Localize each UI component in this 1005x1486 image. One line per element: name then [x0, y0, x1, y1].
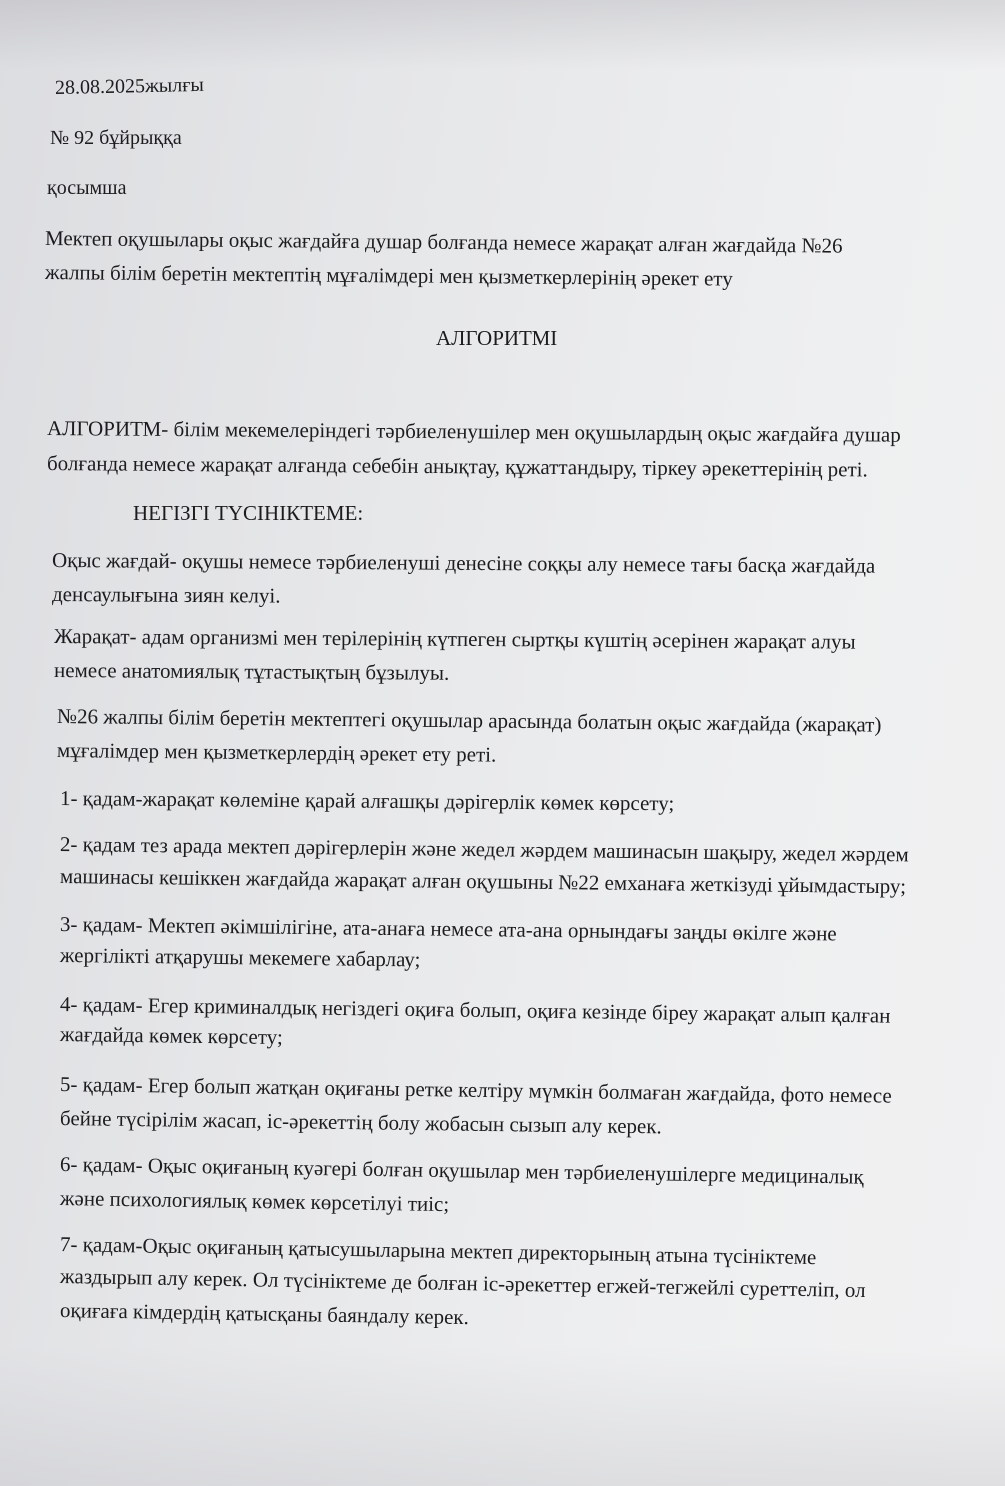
step-7-line: 7- қадам-Оқыс оқиғаның қатысушыларына мектеп директорының атына түсініктеме [59, 1232, 817, 1270]
step-5-line: 5- қадам- Егер болып жатқан оқиғаны ретке келтіру мүмкін болмаған жағдайда, фото немесе [59, 1072, 892, 1108]
step-2-line: машинасы кешіккен жағдайда жарақат алған оқушыны №22 емханаға жеткізуді ұйымдастыру; [59, 864, 907, 899]
appendix-label: қосымша [47, 177, 127, 199]
step-6-line: және психологиялық көмек көрсетілуі тиіс; [59, 1186, 450, 1217]
step-6-line: 6- қадам- Оқыс оқиғаның куәгері болған оқушылар мен тәрбиеленушілерге медициналық [59, 1152, 864, 1189]
paragraph-line: Жарақат- адам организмі мен терілерінің күтпеген сыртқы күштің әсерінен жарақат алуы [53, 624, 856, 654]
step-7-line: оқиғаға кімдердің қатысқаны баяндалу керек. [59, 1298, 470, 1330]
algorithm-definition-line: болғанда немесе жарақат алғанда себебін анықтау, құжаттандыру, тіркеу әрекеттерінің реті. [46, 451, 868, 482]
step-1-line: 1- қадам-жарақат көлеміне қарай алғашқы дәрігерлік көмек көрсету; [59, 786, 675, 816]
step-3-line: жергілікті атқарушы мекемеге хабарлау; [59, 943, 421, 972]
paragraph-line: мұғалімдер мен қызметкерлердің әрекет ету реті. [56, 738, 497, 767]
paragraph-line: немесе анатомиялық тұтастықтың бұзылуы. [53, 658, 450, 685]
step-3-line: 3- қадам- Мектеп әкімшілігіне, ата-анаға немесе ата-ана орнындағы заңды өкілге және [59, 912, 837, 946]
document-heading: АЛГОРИТМІ [436, 326, 558, 350]
step-4-line: 4- қадам- Егер криминалдық негіздегі оқиға болып, оқиға кезінде біреу жарақат алып қалған [59, 992, 891, 1028]
step-4-line: жағдайда көмек көрсету; [59, 1022, 283, 1050]
page-shadow-bottom [0, 1346, 1005, 1486]
paragraph-line: №26 жалпы білім беретін мектептегі оқушылар арасында болатын оқыс жағдайда (жарақат) [56, 704, 882, 737]
page-shadow-top [0, 0, 1005, 70]
paragraph-line: Оқыс жағдай- оқушы немесе тәрбиеленуші денесіне соққы алу немесе тағы басқа жағдайда [51, 548, 876, 578]
step-7-line: жаздырып алу керек. Ол түсініктеме де болған іс-әрекеттер егжей-тегжейлі суреттеліп, ол [59, 1264, 866, 1303]
explanation-heading: НЕГІЗГІ ТҮСІНІКТЕМЕ: [133, 501, 364, 525]
document-title-line: жалпы білім беретін мектептің мұғалімдері мен қызметкерлерінің әрекет ету [44, 260, 733, 291]
order-number: № 92 бұйрыққа [50, 127, 182, 149]
paragraph-line: денсаулығына зиян келуі. [51, 582, 281, 608]
step-2-line: 2- қадам тез арада мектеп дәрігерлерін және жедел жәрдем машинасын шақыру, жедел жәрдем [59, 832, 909, 867]
order-date: 28.08.2025жылғы [54, 73, 205, 99]
algorithm-definition-line: АЛГОРИТМ- білім мекемелеріндегі тәрбиеленушілер мен оқушылардың оқыс жағдайға душар [46, 416, 901, 447]
document-title-line: Мектеп оқушылары оқыс жағдайға душар болғанда немесе жарақат алған жағдайда №26 [44, 226, 843, 258]
step-5-line: бейне түсірілім жасап, іс-әрекеттің болу жобасын сызып алу керек. [59, 1106, 662, 1139]
